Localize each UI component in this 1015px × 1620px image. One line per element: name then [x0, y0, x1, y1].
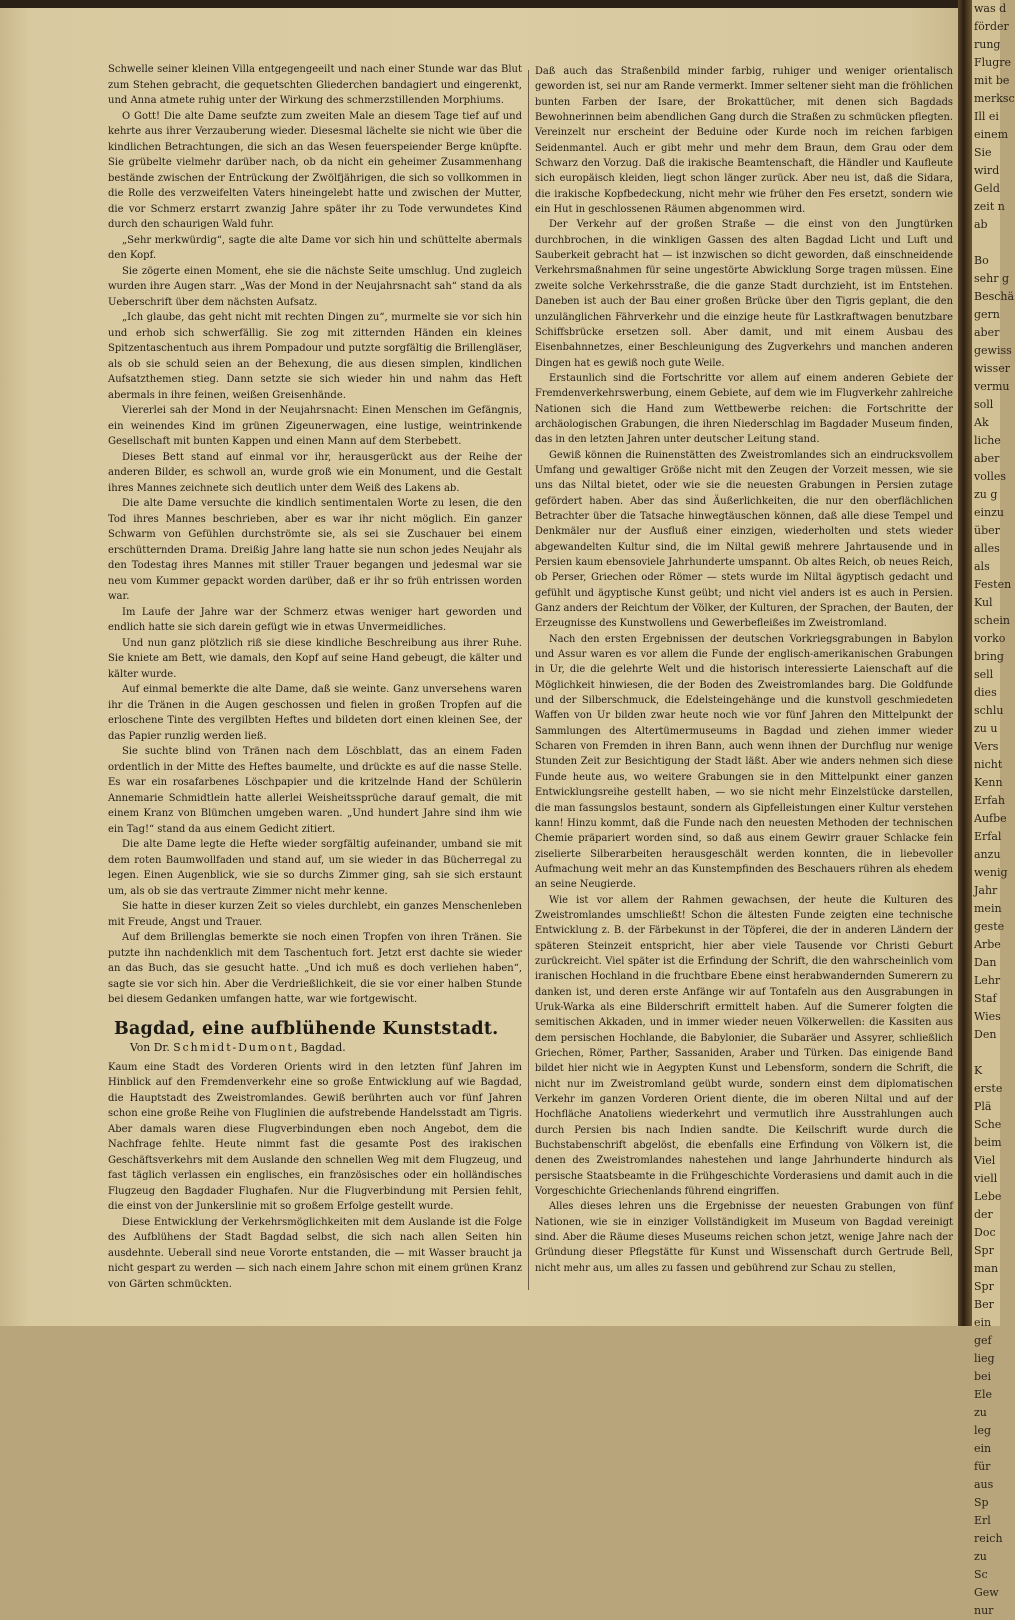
next-page-line: mein [974, 902, 1002, 915]
next-page-line: ab [974, 218, 988, 231]
paragraph: Erstaunlich sind die Fortschritte vor allem auf einem anderen Gebiete der Fremdenverkehrswerbung, einem Gebiete, auf dem wie im Flugverkehr zahlreiche Nationen sich die Hand zum Wettbewerbe reichen: die Fortschritte der archäologischen Grabungen, die ihren Niederschlag im Bagdader Museum finden, das in den letzten Jahren unter deutscher Leitung stand. [535, 372, 953, 446]
next-page-line: Spr [974, 1244, 994, 1257]
next-page-line: merksc [974, 92, 1015, 105]
article-body-continued [535, 64, 953, 1276]
next-page-line: Sie [974, 146, 992, 159]
next-page-line: bring [974, 650, 1004, 663]
next-page-line: Sc [974, 1568, 988, 1581]
next-page-line: Geld [974, 182, 1000, 195]
paragraph: Die alte Dame versuchte die kindlich sentimentalen Worte zu lesen, die den Tod ihres Mannes beschrieben, aber es war ihr nicht möglich. Ein ganzer Schwarm von Gefühlen durchströmte sie, als sei sie Zuschauer bei einem erschütternden Drama. Dreißig Jahre lang hatte sie nun schon jedes Neujahr als den Todestag ihres Mannes mit stiller Trauer begangen und jedesmal war sie neu vom Kummer gepackt worden darüber, daß er ihr so früh entrissen worden war. [108, 498, 522, 602]
next-page-line: Erl [974, 1514, 991, 1527]
paragraph: Wie ist vor allem der Rahmen gewachsen, der heute die Kulturen des Zweistromlandes umschließt! Schon die ältesten Funde zeigten eine technische Entwicklung z. B. der Färbekunst in der Töpferei, die der in anderen Ländern der späteren Steinzeit entspricht, hier aber viele Tausende vor Christi Geburt zurückreicht. Viel später ist die Erfindung der Schrift, die den wahrscheinlich vom iranischen Hochland in die fruchtbare Ebene einst herabwandernden Sumerern zu danken ist, und deren erste Anfänge wir auf Tontafeln aus den Ausgrabungen in Uruk-Warka als eine Bilderschrift ermittelt haben. Auf die Sumerer folgten die semitischen Akkaden, und in immer wieder neuen Völkerwellen: die Kassiten aus dem persischen Hochlande, die Babylonier, die Subaräer und Assyrer, schließlich Griechen, Römer, Parther, Sassaniden, Araber und Türken. Das einigende Band bildet hier nicht wie in Aegypten Kunst und Lebensform, sondern die Schrift, die nicht nur im Zweistromland geübt wurde, sondern einst dem diplomatischen Verkehr im ganzen Vorderen Orient diente, die im oberen Niltal und auf der Hochfläche Anatoliens wiederkehrt und vermutlich ihre Ausstrahlungen auch durch Persien bis nach Indien sandte. Die Keilschrift wurde durch die Buchstabenschrift abgelöst, die ebenfalls eine Erfindung von Völkern ist, die denen des Zweistromlandes nahestehen und lange Jahrhunderte hindurch als persische Staatsbeamte in die Frühgeschichte Vorderasiens und damit auch in die Vorgeschichte Griechenlands führend eingriffen. [535, 894, 953, 1198]
next-page-line: Lebe [974, 1190, 1002, 1203]
next-page-line: nur [974, 1604, 994, 1617]
next-page-line: lieg [974, 1352, 995, 1365]
next-page-line: schein [974, 614, 1011, 627]
next-page-line: Jahr [974, 884, 998, 897]
next-page-line: zu [974, 1550, 987, 1563]
next-page-line: gern [974, 308, 1000, 321]
next-page-line: Ele [974, 1388, 993, 1401]
next-page-line: schlu [974, 704, 1004, 717]
next-page-line: viell [974, 1172, 998, 1185]
next-page-line [972, 1044, 1000, 1062]
column-divider [528, 70, 529, 1290]
next-page-line: als [974, 560, 990, 573]
next-page-line: vorko [974, 632, 1006, 645]
paragraph: Dieses Bett stand auf einmal vor ihr, herausgerückt aus der Reihe der anderen Bilder, es schwoll an, wurde groß wie ein Monument, und die Gestalt ihres Mannes zeichnete sich deutlich unter dem Weiß des Lakens ab. [108, 451, 522, 494]
next-page-line: Staf [974, 992, 997, 1005]
paragraph: Im Laufe der Jahre war der Schmerz etwas weniger hart geworden und endlich hatte sie sich darein gefügt wie in etwas Unvermeidliches. [108, 606, 522, 633]
paragraph: O Gott! Die alte Dame seufzte zum zweiten Male an diesem Tage tief auf und kehrte aus ihrer Verzauberung wieder. Diesesmal lächelte sie nicht wie über die kindlichen Betrachtungen, die sich an das Wesen feuerspeiender Berge knüpfte. Sie grübelte vielmehr darüber nach, ob da nicht ein geheimer Zusammenhang bestände zwischen der Entrückung der Zwölfjährigen, die sich so vollkommen in die Rolle des verzweifelten Vaters hineingelebt hatte und zwischen der Mutter, die vor Schmerz erstarrt zwanzig Jahre später ihr zu Tode verwundetes Kind durch den schaurigen Wald fuhr. [108, 110, 522, 230]
next-page-line: gewiss [974, 344, 1012, 357]
next-page-line: alles [974, 542, 1000, 555]
next-page-line: Beschä [974, 290, 1015, 303]
paragraph: Auf dem Brillenglas bemerkte sie noch einen Tropfen von ihren Tränen. Sie putzte ihn nachdenklich mit dem Taschentuch fort. Jetzt erst dachte sie wieder an das Buch, das sie gesucht hatte. „Und ich muß es doch verliehen haben“, sagte sie vor sich hin. Aber die Verdrießlichkeit, die sie vor einer halben Stunde bei diesem Gedanken umfangen hatte, war wie fortgewischt. [108, 932, 522, 1005]
next-page-line: Ak [974, 416, 989, 429]
next-page-line: Vers [974, 740, 999, 753]
next-page-line: mit be [974, 74, 1010, 87]
next-page-line: Bo [974, 254, 989, 267]
next-page-line: zu [974, 1406, 987, 1419]
paragraph: Nach den ersten Ergebnissen der deutschen Vorkriegsgrabungen in Babylon und Assur waren es vor allem die Funde der englisch-amerikanischen Grabungen in Ur, die die gelehrte Welt und die historisch interessierte Laienschaft auf die Möglichkeit hinwiesen, die der Boden des Zweistromlandes barg. Die Goldfunde und der Silberschmuck, die Edelsteingehänge und die kunstvoll geschmiedeten Waffen von Ur bilden zwar heute noch wie vor fünf Jahren den Mittelpunkt der Sammlungen des Altertümermuseums in Bagdad und ziehen immer wieder Scharen von Fremden in ihren Bann, auch wenn ihnen der Durchflug nur wenige Stunden Zeit zur Besichtigung der Stadt läßt. Aber wie anders nehmen sich diese Funde heute aus, wo weitere Grabungen sie in den Mittelpunkt einer ganzen Entwicklungsreihe gestellt haben, — wo sie nicht mehr Einzelstücke darstellen, die man fassungslos bestaunt, sondern als Gipfelleistungen einer Kultur verstehen kann! Hinzu kommt, daß die Funde nach den neuesten Methoden der technischen Chemie präpariert worden sind, so daß aus einem Gewirr grauer Schlacke fein ziselierte Silberarbeiten herausgeschält werden konnten, die in liebevoller Aufmachung weit mehr an das Kunstempfinden des Beschauers rühren als ehedem an seine Neugierde. [535, 633, 953, 891]
next-page-line: erste [974, 1082, 1003, 1095]
next-page-line: beim [974, 1136, 1002, 1149]
paragraph: Viererlei sah der Mond in der Neujahrsnacht: Einen Menschen im Gefängnis, ein weinendes Kind im grünen Zigeunerwagen, eine lustige, weintrinkende Gesellschaft mit bunten Kappen und einen Mann auf dem Sterbebett. [108, 405, 522, 447]
next-page-line: über [974, 524, 1000, 537]
paragraph: Gewiß können die Ruinenstätten des Zweistromlandes sich an eindrucksvollem Umfang und gewaltiger Größe nicht mit den Zeugen der Vorzeit messen, wie sie uns das Niltal bietet, oder wie sie die neuesten Grabungen in Persien zutage gefördert haben. Aber das sind Äußerlichkeiten, die nur den oberflächlichen Betrachter über die Tatsache hinwegtäuschen können, daß alle diese Tempel und Denkmäler nur der Ausfluß einer einzigen, wiederholten und stets wieder abgewandelten Kultur sind, die im Niltal gewiß mehrere Jahrtausende und in Persien kaum ebensoviele Jahrhunderte umspannt. Ob altes Reich, ob neues Reich, ob Perser, Griechen oder Römer — stets wurde im Niltal ägyptisch gedacht und gefühlt und ägyptische Kunst geübt; und nicht viel anders ist es auch in Persien. Ganz anders der Reichtum der Völker, der Kulturen, der Sprachen, der Bauten, der Erzeugnisse des Kunstwollens und Gewerbefleißes im Zweistromland. [535, 449, 953, 630]
next-page-line: wenig [974, 866, 1008, 879]
next-page-line: Plä [974, 1100, 992, 1113]
paragraph: Sie suchte blind von Tränen nach dem Löschblatt, das an einem Faden ordentlich in der Mitte des Heftes baumelte, und drückte es auf die nasse Stelle. Es war ein rosafarbenes Löschpapier und die kritzelnde Hand der Schülerin Annemarie Schmidtlein hatte allerlei Weisheitssprüche darauf gemalt, die mit einem Kranz von Blümchen umgeben waren. „Und hundert Jahre sind ihm wie ein Tag!“ stand da aus einem Gedicht zitiert. [108, 746, 522, 835]
next-page-line: Doc [974, 1226, 996, 1239]
next-page-line: Festen [974, 578, 1012, 591]
paragraph: Auf einmal bemerkte die alte Dame, daß sie weinte. Ganz unversehens waren ihr die Tränen in die Augen geschossen und fielen in großen Tropfen auf die erloschene Tinte des vergilbten Heftes und bildeten dort einen kleinen See, der das Papier runzlig werden ließ. [108, 684, 522, 742]
next-page-line: liche [974, 434, 1001, 447]
next-page-line: vermu [974, 380, 1010, 393]
left-column [108, 62, 522, 1292]
byline-suffix: , Bagdad. [293, 1041, 346, 1054]
article-headline: Bagdad, eine aufblühende Kunststadt. [114, 1018, 499, 1039]
paragraph: Kaum eine Stadt des Vorderen Orients wird in den letzten fünf Jahren im Hinblick auf den Fremdenverkehr eine so große Entwicklung auf wie Bagdad, die Hauptstadt des Zweistromlandes. Gewiß berührten auch vor fünf Jahren schon eine große Reihe von Fluglinien die aufstrebende Handelsstadt am Tigris. Aber damals waren diese Flugverbindungen eben noch Angebot, dem die Nachfrage fehlte. Heute nimmt fast die gesamte Post des irakischen Geschäftsverkehrs mit dem Auslande den schnellen Weg mit dem Flugzeug, und fast täglich verlassen ein englisches, ein französisches oder ein holländisches Flugzeug den Bagdader Flughafen. Nur die Flugverbindung mit Persien fehlt, die einst von der Junkerslinie mit so großem Erfolge gestellt wurde. [108, 1061, 522, 1212]
paragraph: Und nun ganz plötzlich riß sie diese kindliche Beschreibung aus ihrer Ruhe. Sie kniete am Bett, wie damals, den Kopf auf seine Hand gebeugt, die kälter und kälter wurde. [108, 637, 522, 680]
next-page-line: sehr g [974, 272, 1010, 285]
next-page-line: Kul [974, 596, 993, 609]
next-page-line: Erfah [974, 794, 1006, 807]
next-page-line: man [974, 1262, 999, 1275]
next-page-line: der [974, 1208, 993, 1221]
paragraph: „Ich glaube, das geht nicht mit rechten Dingen zu“, murmelte sie vor sich hin und erhob sich schwerfällig. Sie zog mit zitternden Händen ein kleines Spitzentaschentuch aus ihrem Pompadour und putzte sorgfältig die Brillengläser, als ob sie schuld seien an der Behexung, die aus diesen simplen, kindlichen Aufsatzthemen stieg. Dann setzte sie sich wieder hin und nahm das Heft abermals in ihre feinen, weißen Greisenhände. [108, 312, 522, 401]
next-page-line: sell [974, 668, 994, 681]
byline-author: Schmidt-Dumont [173, 1041, 294, 1054]
next-page-line: K [974, 1064, 983, 1077]
next-page-line: wird [974, 164, 1000, 177]
next-page-line: Erfal [974, 830, 1002, 843]
next-page-line: aus [974, 1478, 994, 1491]
next-page-line: zu u [974, 722, 998, 735]
next-page-line: einem [974, 128, 1009, 141]
next-page-line [972, 234, 1000, 252]
page-top-edge [0, 0, 966, 8]
next-page-line: was d [974, 2, 1007, 15]
next-page-line: Kenn [974, 776, 1003, 789]
next-page-line: Wies [974, 1010, 1001, 1023]
next-page-line: Sche [974, 1118, 1002, 1131]
next-page-line: Gew [974, 1586, 999, 1599]
paragraph: Schwelle seiner kleinen Villa entgegengeeilt und nach einer Stunde war das Blut zum Stehen gebracht, die gequetschten Gliederchen bandagiert und eingerenkt, und Anna atmete ruhig unter der Wirkung des schmerzstillenden Morphiums. [108, 64, 522, 106]
next-page-line: geste [974, 920, 1005, 933]
byline-prefix: Von Dr. [130, 1041, 170, 1054]
paragraph: Der Verkehr auf der großen Straße — die einst von den Jungtürken durchbrochen, in die winkligen Gassen des alten Bagdad Licht und Luft und Sauberkeit gebracht hat — ist inzwischen so dicht geworden, daß einschneidende Verkehrsmaßnahmen für seine ungestörte Abwicklung Sorge tragen müssen. Eine zweite solche Verkehrsstraße, die die ganze Stadt durchzieht, ist im Entstehen. Daneben ist auch der Bau einer großen Brücke über den Tigris geplant, die den unzulänglichen Fährverkehr und die einzige heute für Lastkraftwagen benutzbare Schiffsbrücke ersetzen soll. Aber damit, und mit einem Ausbau des Eisenbahnnetzes, einer Beschleunigung des Zugverkehrs und manchen anderen Dingen hat es gewiß noch gute Weile. [535, 219, 953, 369]
article-byline [130, 1040, 522, 1056]
next-page-line: förder [974, 20, 1009, 33]
next-page-line: bei [974, 1370, 992, 1383]
next-page-line: Sp [974, 1496, 989, 1509]
next-page-line: gef [974, 1334, 992, 1347]
paragraph: „Sehr merkwürdig“, sagte die alte Dame vor sich hin und schüttelte abermals den Kopf. [108, 234, 522, 261]
next-page-line: rung [974, 38, 1001, 51]
next-page-line: einzu [974, 506, 1004, 519]
next-page-line: Dan [974, 956, 997, 969]
right-column [535, 64, 953, 1276]
next-page-line: Lehr [974, 974, 1001, 987]
paragraph: Alles dieses lehren uns die Ergebnisse der neuesten Grabungen von fünf Nationen, wie sie in einziger Vollständigkeit im Museum von Bagdad vereinigt sind. Aber die Räume dieses Museums reichen schon jetzt, wenige Jahre nach der Gründung dieser Pflegstätte für Kunst und Wissenschaft durch Gertrude Bell, nicht mehr aus, um alles zu fassen und gebührend zur Schau zu stellen, [535, 1201, 953, 1274]
binding-spine [958, 0, 972, 1326]
next-page-line: zeit n [974, 200, 1005, 213]
next-page-line: Ber [974, 1298, 994, 1311]
story-continuation [108, 62, 522, 1008]
next-page-line: aber [974, 326, 1000, 339]
next-page-line: nicht [974, 758, 1003, 771]
next-page-line: Flugre [974, 56, 1012, 69]
next-page-line: ein [974, 1316, 992, 1329]
next-page-line: Spr [974, 1280, 994, 1293]
next-page-line: volles [974, 470, 1007, 483]
paragraph: Sie zögerte einen Moment, ehe sie die nächste Seite umschlug. Und zugleich wurden ihre Augen starr. „Was der Mond in der Neujahrsnacht sah“ stand da als Ueberschrift über dem nächsten Aufsatz. [108, 265, 522, 308]
next-page-line: soll [974, 398, 994, 411]
next-page-line: wisser [974, 362, 1010, 375]
next-page-line: für [974, 1460, 991, 1473]
next-page-line: Arbe [974, 938, 1001, 951]
adjacent-page-fragment [972, 0, 1015, 1617]
paragraph: Die alte Dame legte die Hefte wieder sorgfältig aufeinander, umband sie mit dem roten Baumwollfaden und stand auf, um sie wieder in das Bücherregal zu legen. Einen Augenblick, wie sie so durchs Zimmer ging, sah sie sich erstaunt um, als ob sie das vertraute Zimmer nicht mehr kenne. [108, 839, 522, 897]
next-page-line: Ill ei [974, 110, 999, 123]
next-page-line: reich [974, 1532, 1003, 1545]
next-page-line: Den [974, 1028, 997, 1041]
next-page-line: zu g [974, 488, 998, 501]
next-page-line: Aufbe [974, 812, 1007, 825]
paragraph: Sie hatte in dieser kurzen Zeit so vieles durchlebt, ein ganzes Menschenleben mit Freude, Angst und Trauer. [108, 901, 522, 928]
next-page-line: anzu [974, 848, 1001, 861]
paragraph: Daß auch das Straßenbild minder farbig, ruhiger und weniger orientalisch geworden ist, sei nur am Rande vermerkt. Immer seltener sieht man die fröhlichen bunten Farben der Isare, der Brokattücher, mit denen sich Bagdads Bewohnerinnen beim abendlichen Gang durch die Straßen zu schmücken pflegten. Vereinzelt nur erscheint der Beduine oder Kurde noch im reichen farbigen Seidenmantel. Auch er gibt mehr und mehr dem Braun, dem Grau oder dem Schwarz den Vorzug. Daß die irakische Beamtenschaft, die Händler und Kaufleute sich europäisch kleiden, liegt schon länger zurück. Aber neu ist, daß die Sidara, die irakische Kopfbedeckung, nicht mehr wie früher den Fes ersetzt, sondern wie ein Hut in geschlossenen Räumen abgenommen wird. [535, 66, 953, 216]
next-page-line: Viel [974, 1154, 996, 1167]
next-page-line: aber [974, 452, 1000, 465]
paragraph: Diese Entwicklung der Verkehrsmöglichkeiten mit dem Auslande ist die Folge des Aufblühens der Stadt Bagdad selbst, die sich nach allen Seiten hin ausdehnte. Ueberall sind neue Vororte entstanden, die — mit Wasser braucht ja nicht gespart zu werden — sich nach einem Jahre schon mit einem grünen Kranz von Gärten schmückten. [108, 1216, 522, 1290]
next-page-line: dies [974, 686, 997, 699]
next-page-line: leg [974, 1424, 992, 1437]
article-body-start [108, 1060, 522, 1293]
next-page-line: ein [974, 1442, 992, 1455]
